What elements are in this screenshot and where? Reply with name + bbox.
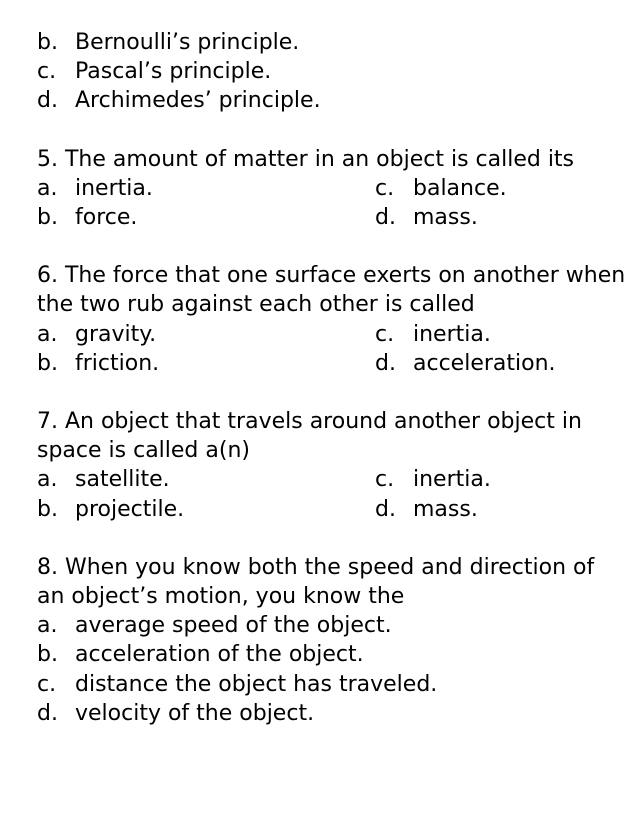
option-d (37, 699, 627, 728)
option-text: gravity. (75, 321, 157, 347)
question-text: 6. The force that one surface exerts on another when the two rub against each other is called (37, 263, 626, 318)
option-letter: c. (37, 59, 57, 85)
option-b (37, 28, 627, 57)
option-text: Archimedes’ principle. (75, 88, 321, 114)
option-text: mass. (413, 205, 478, 231)
option-letter: d. (37, 88, 58, 114)
option-text: inertia. (413, 321, 491, 347)
option-letter: a. (37, 175, 58, 201)
option-d (375, 349, 625, 378)
options-grid (37, 174, 627, 232)
option-c (375, 320, 625, 349)
option-a (37, 465, 375, 494)
option-a (37, 611, 627, 640)
option-letter: d. (375, 496, 396, 522)
option-letter: d. (37, 700, 58, 726)
question-5 (37, 145, 627, 233)
option-text: velocity of the object. (75, 700, 315, 726)
option-letter: a. (37, 467, 58, 493)
option-c (37, 57, 627, 86)
option-text: distance the object has traveled. (75, 671, 438, 697)
option-a (37, 174, 375, 203)
option-text: acceleration. (413, 350, 556, 376)
option-text: average speed of the object. (75, 613, 392, 639)
option-letter: c. (375, 467, 395, 493)
options-grid (37, 465, 627, 523)
option-letter: a. (37, 321, 58, 347)
question-text: 8. When you know both the speed and direction of an object’s motion, you know the (37, 554, 595, 610)
option-text: mass. (413, 496, 478, 522)
option-text: satellite. (75, 467, 170, 493)
option-text: acceleration of the object. (75, 642, 364, 668)
option-text: force. (75, 205, 138, 231)
question-6 (37, 261, 627, 378)
question-text: 7. An object that travels around another object in space is called a(n) (37, 409, 582, 464)
question-8 (37, 553, 627, 728)
option-b (37, 495, 375, 524)
option-text: friction. (75, 350, 160, 376)
option-letter: b. (37, 205, 58, 231)
option-text: inertia. (413, 467, 491, 493)
option-d (375, 203, 625, 232)
option-d (375, 495, 625, 524)
option-c (375, 465, 625, 494)
option-letter: d. (375, 205, 396, 231)
option-text: Bernoulli’s principle. (75, 30, 300, 55)
options-list (37, 611, 627, 728)
option-a (37, 320, 375, 349)
option-text: inertia. (75, 175, 153, 201)
option-text: Pascal’s principle. (75, 59, 272, 85)
option-b (37, 640, 627, 669)
option-b (37, 203, 375, 232)
options-grid (37, 320, 627, 378)
question-text: 5. The amount of matter in an object is called its (37, 146, 575, 172)
option-c (375, 174, 625, 203)
option-letter: a. (37, 613, 58, 639)
option-letter: b. (37, 30, 58, 55)
quiz-page (37, 28, 627, 728)
option-d (37, 86, 627, 115)
option-letter: b. (37, 642, 58, 668)
option-letter: d. (375, 350, 396, 376)
option-letter: b. (37, 496, 58, 522)
continued-options (37, 28, 627, 116)
option-text: balance. (413, 175, 507, 201)
option-letter: c. (375, 321, 395, 347)
option-letter: c. (375, 175, 395, 201)
option-c (37, 670, 627, 699)
option-text: projectile. (75, 496, 185, 522)
option-b (37, 349, 375, 378)
option-letter: b. (37, 350, 58, 376)
option-letter: c. (37, 671, 57, 697)
question-7 (37, 407, 627, 524)
